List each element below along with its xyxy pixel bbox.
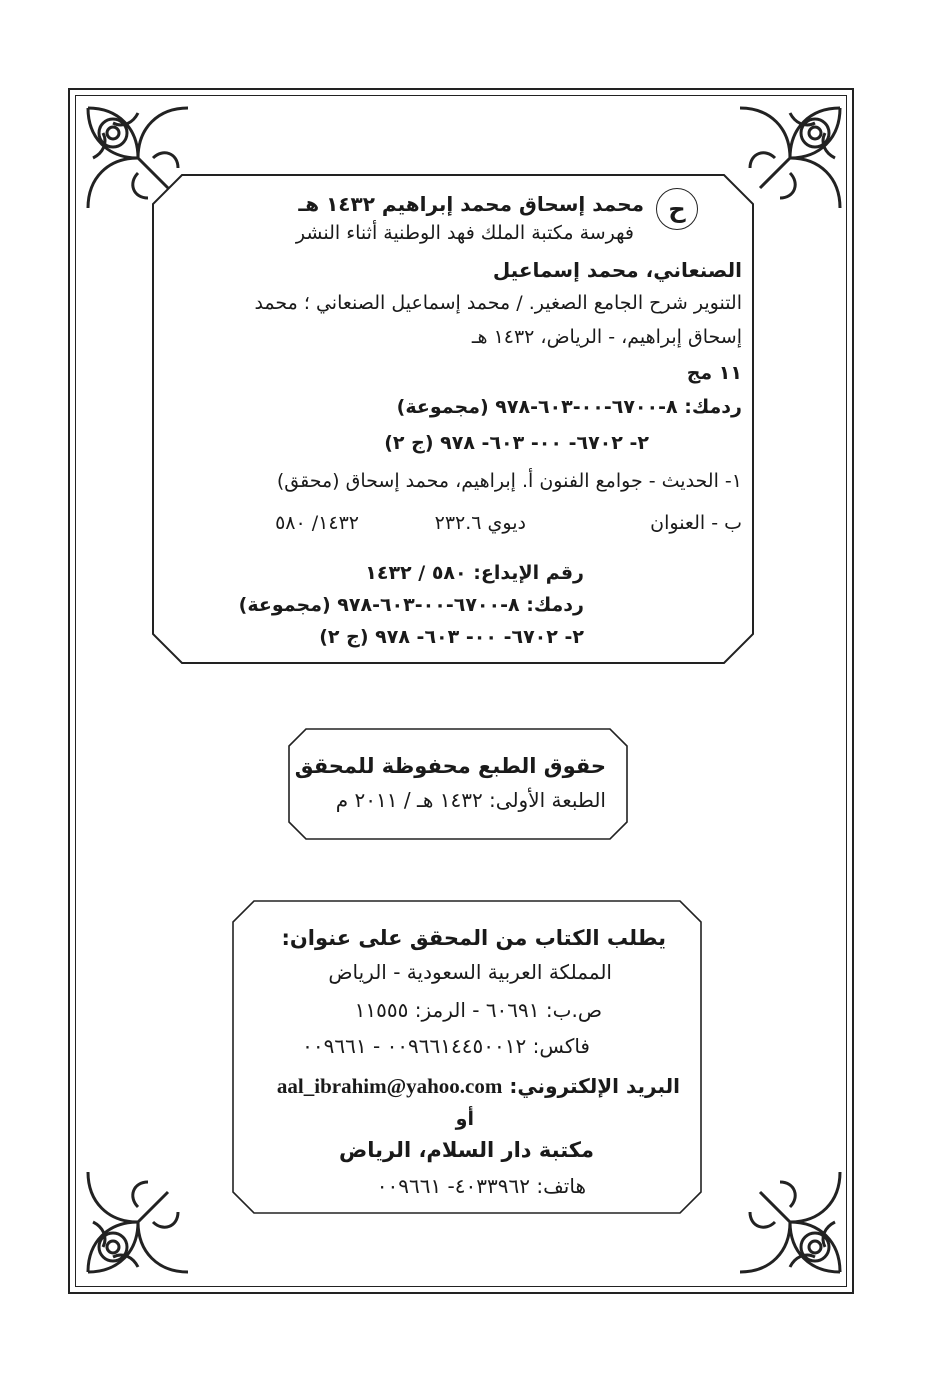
cip-title-line-1: التنوير شرح الجامع الصغير. / محمد إسماعيل الصنعاني ؛ محمد	[254, 292, 742, 314]
cip-isbn2-label: ردمك:	[526, 594, 584, 616]
cip-isbn-volume: ٢- ٦٧٠٢- ٠٠- ٦٠٣- ٩٧٨ (ج ٢)	[384, 432, 649, 454]
cip-deposit-number: رقم الإيداع: ٥٨٠ / ١٤٣٢	[365, 562, 584, 584]
contact-phone: هاتف: ٤٠٣٣٩٦٢- ٠٠٩٦٦١	[376, 1174, 586, 1198]
cip-isbn-label: ردمك:	[684, 396, 742, 418]
contact-heading: يطلب الكتاب من المحقق على عنوان:	[281, 926, 666, 950]
email-address: aal_ibrahim@yahoo.com	[276, 1074, 503, 1098]
cip-record-number: ١٤٣٢/ ٥٨٠	[275, 512, 359, 534]
cip-title-line-2: إسحاق إبراهيم، - الرياض، ١٤٣٢ هـ	[471, 326, 742, 348]
cip-isbn-set: ٨-٦٧٠٠-٠٠-٦٠٣-٩٧٨ (مجموعة)	[396, 396, 678, 418]
contact-email-row	[277, 1074, 680, 1099]
cip-author-line: محمد إسحاق محمد إبراهيم ١٤٣٢ هـ	[298, 192, 644, 216]
cip-box	[152, 174, 754, 664]
cip-isbn2-volume: ٢- ٦٧٠٢- ٠٠- ٦٠٣- ٩٧٨ (ج ٢)	[319, 626, 584, 648]
edition-line: الطبعة الأولى: ١٤٣٢ هـ / ٢٠١١ م	[335, 788, 606, 812]
email-label: البريد الإلكتروني:	[509, 1074, 680, 1098]
cip-isbn-row	[397, 396, 742, 418]
cip-mark: ح	[656, 188, 698, 230]
cip-volumes: ١١ مج	[686, 362, 742, 384]
rights-statement: حقوق الطبع محفوظة للمحقق	[294, 754, 606, 778]
cip-dewey: ديوي ٢٣٢.٦	[434, 512, 526, 534]
corner-ornament-bottom-right	[730, 1162, 850, 1282]
contact-store: مكتبة دار السلام، الرياض	[338, 1138, 594, 1162]
cip-title-entry: ب - العنوان	[650, 512, 742, 534]
cip-isbn2-row	[239, 594, 584, 616]
cip-subjects: ١- الحديث - جوامع الفنون أ. إبراهيم، محمد إسحاق (محقق)	[276, 470, 742, 492]
cip-main-entry: الصنعاني، محمد إسماعيل	[492, 258, 742, 282]
rights-box	[288, 728, 628, 840]
cip-isbn2-set: ٨-٦٧٠٠-٠٠-٦٠٣-٩٧٨ (مجموعة)	[238, 594, 520, 616]
contact-box	[232, 900, 702, 1214]
corner-ornament-bottom-left	[78, 1162, 198, 1282]
contact-country: المملكة العربية السعودية - الرياض	[328, 960, 612, 984]
contact-pobox: ص.ب: ٦٠٦٩١ - الرمز: ١١٥٥٥	[354, 998, 602, 1022]
contact-fax: فاكس: ٠٠٩٦٦١٤٤٥٠٠١٢ - ٠٠٩٦٦١	[302, 1034, 590, 1058]
contact-or: أو	[455, 1108, 474, 1130]
cip-catalog-line: فهرسة مكتبة الملك فهد الوطنية أثناء النشر	[295, 222, 634, 244]
